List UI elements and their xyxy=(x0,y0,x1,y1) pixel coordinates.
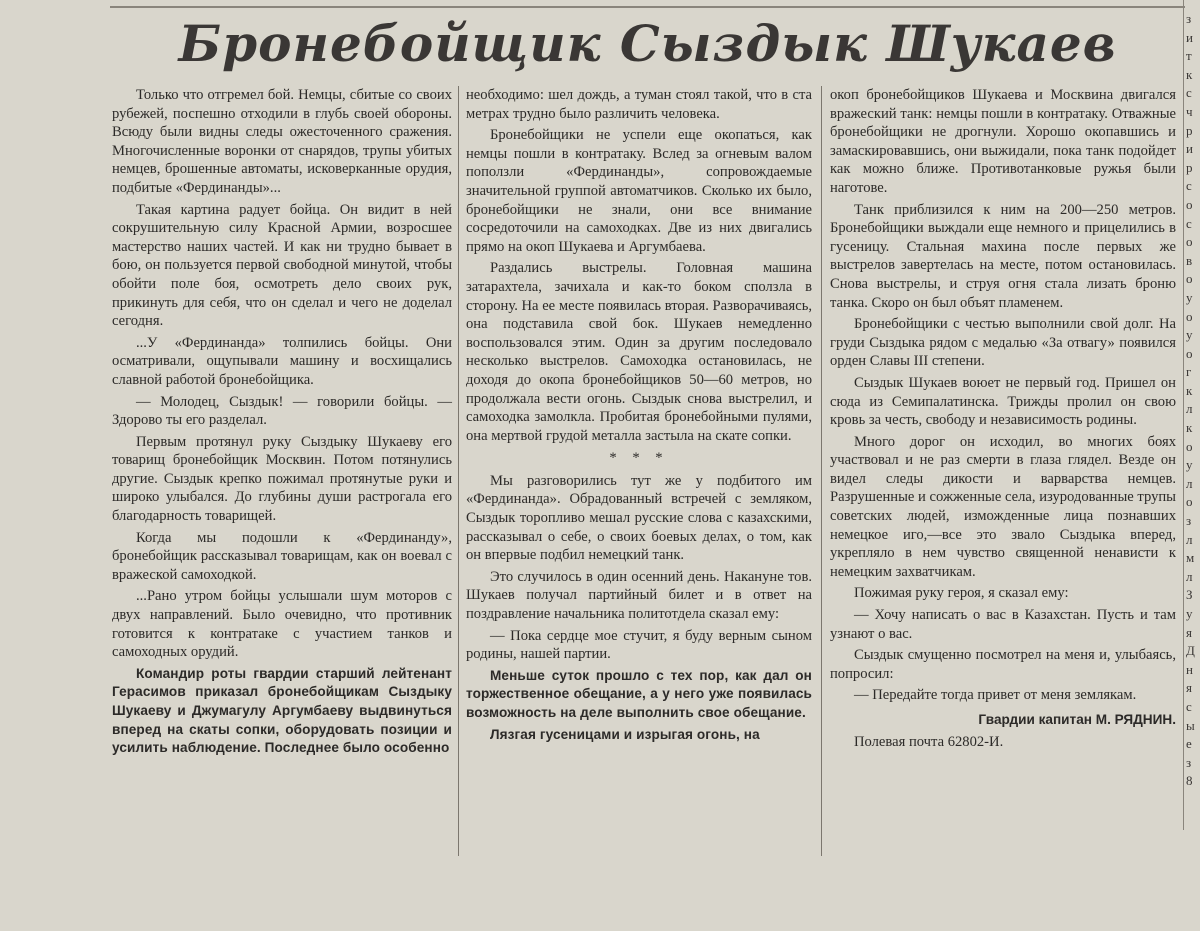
author-signature: Гвардии капитан М. РЯДНИН. xyxy=(978,712,1176,727)
edge-letter: л xyxy=(1186,568,1193,584)
paragraph: — Хочу написать о вас в Казахстан. Пусть и там узнают о вас. xyxy=(830,607,1176,642)
edge-letter: е xyxy=(1186,736,1192,752)
paragraph: ...Рано утром бойцы услышали шум моторов с двух направлений. Было очевидно, что противник готовится к контратаке с участием танков и самоходных орудий. xyxy=(112,588,452,661)
edge-letter: м xyxy=(1186,550,1195,566)
edge-letter: у xyxy=(1186,289,1193,305)
column-rule xyxy=(458,86,459,856)
edge-letter: с xyxy=(1186,215,1192,231)
top-rule xyxy=(110,6,1185,8)
edge-letter: о xyxy=(1186,271,1193,287)
right-border-rule xyxy=(1183,0,1184,830)
paragraph: Это случилось в один осенний день. Накануне тов. Шукаев получал партийный билет и в ответ на поздравление начальника политотдела сказал ему: xyxy=(466,568,812,623)
paragraph: Танк приблизился к ним на 200—250 метров. Бронебойщики выждали еще немного и прицелились в гусеницу. Стальная махина после первых же выстрелов завертелась на месте, потом остановилась. Снова выстрелы, и струя огня стала лизать броню танка. Скоро он был объят пламенем. xyxy=(830,201,1176,311)
paragraph: — Передайте тогда привет от меня землякам. xyxy=(854,687,1137,704)
edge-letter: у xyxy=(1186,327,1193,343)
paragraph: Раздались выстрелы. Головная машина затарахтела, зачихала и как-то боком сползла в сторону. На ее месте появилась вторая. Разворачиваясь, она подставила свой бок. Шукаев немедленно воспользовался этим. Один за другим последовало несколько выстрелов. Самоходка остановилась, не доходя до окопа бронебойщиков 50—60 метров, но продолжала вести огонь. Сыздык снова выстрелил, и самоходка замолкла. Пробитая бронебойными пулями, она мертвой грудой металла застыла на скате сопки. xyxy=(466,260,812,444)
paragraph-bold: Командир роты гвардии старший лейтенант Герасимов приказал бронебойщикам Сыздыку Шукаеву и Джумагулу Аргумбаеву выдвинуться вперед на скаты сопки, оборудовать позиции и усилить наблюдение. Последнее было особенно xyxy=(112,665,452,756)
edge-letter: Д xyxy=(1186,643,1195,659)
paragraph: — Молодец, Сыздык! — говорили бойцы. — Здорово ты его разделал. xyxy=(112,393,452,429)
edge-letter: г xyxy=(1186,364,1192,380)
paragraph: Такая картина радует бойца. Он видит в ней сокрушительную силу Красной Армии, возросшее мастерство наших частей. И как ни трудно бывает в бою, он пользуется первой свободной минутой, чтобы обойти поле боя, осмотреть дело своих рук, прикинуть для себя, что он сделал и чего не доделал сегодня. xyxy=(112,201,452,330)
column-2 xyxy=(466,86,812,747)
column-1 xyxy=(112,86,452,761)
edge-letter: о xyxy=(1186,494,1193,510)
paragraph: Бронебойщики с честью выполнили свой долг. На груди Сыздыка рядом с медалью «За отвагу» появился орден Славы III степени. xyxy=(830,316,1176,370)
paragraph: Сыздык смущенно посмотрел на меня и, улыбаясь, попросил: xyxy=(830,647,1176,682)
paragraph: Мы разговорились тут же у подбитого им «Фердинанда». Обрадованный встречей с земляком, Сыздык торопливо мешал русские слова с казахскими, рассказывал о себе, о своих боевых делах, о том, как он впервые подбил немецкий танк. xyxy=(466,472,812,564)
edge-letter: л xyxy=(1186,475,1193,491)
paragraph: ...У «Фердинанда» толпились бойцы. Они осматривали, ощупывали машину и восхищались славной работой бронебойщика. xyxy=(112,334,452,388)
field-post-address: Полевая почта 62802-И. xyxy=(854,733,1004,750)
edge-letter: 8 xyxy=(1186,773,1193,789)
edge-letter: к xyxy=(1186,382,1193,398)
edge-letter: о xyxy=(1186,308,1193,324)
edge-letter: з xyxy=(1186,513,1192,529)
paragraph: Когда мы подошли к «Фердинанду», бронебойщик рассказывал товарищам, как он воевал с вражеской самоходкой. xyxy=(112,529,452,583)
edge-letter: л xyxy=(1186,531,1193,547)
edge-letter: т xyxy=(1186,48,1192,64)
paragraph-bold: Меньше суток прошло с тех пор, как дал он торжественное обещание, а у него уже появилась возможность на деле выполнить свое обещание. xyxy=(466,667,812,720)
edge-letter: з xyxy=(1186,11,1192,26)
column-3 xyxy=(830,86,1176,754)
paragraph: Бронебойщики не успели еще окопаться, как немцы пошли в контратаку. Вслед за огневым валом поползли «Фердинанды», сопровождаемые значительной группой автоматчиков. Сколько их было, бронебойщики не знали, они все внимание сосредоточили на самоходках. Две из них двигались прямо на окоп Шукаева и Аргумбаева. xyxy=(466,127,812,255)
edge-letter: З xyxy=(1186,587,1193,603)
paragraph: Пожимая руку героя, я сказал ему: xyxy=(854,585,1069,602)
edge-letter: н xyxy=(1186,661,1193,677)
edge-letter: я xyxy=(1186,680,1192,696)
section-separator: * * * xyxy=(609,450,669,467)
edge-letter: з xyxy=(1186,754,1192,770)
paragraph: окоп бронебойщиков Шукаева и Москвина двигался вражеский танк: немцы пошли в контратаку. Отважные бронебойщики не дрогнули. Хорошо окопавшись и замаскировавшись, они выжидали, пока танк подойдет как можно ближе. Противотанковые ружья были наготове. xyxy=(830,87,1176,196)
paragraph-bold: Лязгая гусеницами и изрыгая огонь, на xyxy=(490,726,760,742)
edge-letter: с xyxy=(1186,698,1192,714)
edge-letter: р xyxy=(1186,122,1193,138)
edge-letter: ч xyxy=(1186,103,1193,119)
edge-letter: р xyxy=(1186,159,1193,175)
paragraph: необходимо: шел дождь, а туман стоял такой, что в ста метрах трудно было различить человека. xyxy=(466,87,812,122)
edge-letter: л xyxy=(1186,401,1193,417)
edge-letter: о xyxy=(1186,196,1193,212)
edge-letter: я xyxy=(1186,624,1192,640)
paragraph: Только что отгремел бой. Немцы, сбитые со своих рубежей, поспешно отходили в глубь своей обороны. Всюду были видны следы ожесточенного сражения. Многочисленные воронки от снарядов, трупы убитых немцев, брошенные автоматы, исковерканные орудия, подбитые «Фердинанды»... xyxy=(112,87,452,196)
article-title: Бронебойщик Сыздык Шукаев xyxy=(178,14,1117,73)
edge-letter: и xyxy=(1186,29,1193,45)
paragraph: — Пока сердце мое стучит, я буду верным сыном родины, нашей партии. xyxy=(466,627,812,663)
edge-letter: у xyxy=(1186,606,1193,621)
paragraph: Много дорог он исходил, во многих боях участвовал и не раз смерти в глаза глядел. Везде он видел следы дикости и варварства немцев. Разрушенные и сожженные села, изуродованные трупы советских людей, изможденные лица познавших немецкое иго,—все это звало Сыздыка вперед, укрепляло в нем чувство священной ненависти к немецким захватчикам. xyxy=(830,433,1176,580)
edge-letter: в xyxy=(1186,252,1193,268)
edge-letter: и xyxy=(1186,141,1193,157)
adjacent-column-fragment xyxy=(1186,10,1200,830)
paragraph: Сыздык Шукаев воюет не первый год. Пришел он сюда из Семипалатинска. Трижды пролил он свою кровь за честь, свободу и независимость родины. xyxy=(830,374,1176,429)
edge-letter: к xyxy=(1186,66,1193,82)
edge-letter: у xyxy=(1186,457,1193,473)
edge-letter: к xyxy=(1186,420,1193,436)
edge-letter: ы xyxy=(1186,717,1195,733)
edge-letter: о xyxy=(1186,438,1193,454)
column-rule xyxy=(821,86,822,856)
edge-letter: о xyxy=(1186,234,1193,250)
edge-letter: о xyxy=(1186,345,1193,361)
paragraph: Первым протянул руку Сыздыку Шукаеву его товарищ бронебойщик Москвин. Потом потянулись другие. Сыздык крепко пожимал протянутые руки и широко улыбался. До глубины души растрогала его благодарность товарищей. xyxy=(112,433,452,525)
edge-letter: с xyxy=(1186,85,1192,101)
edge-letter: с xyxy=(1186,178,1192,194)
